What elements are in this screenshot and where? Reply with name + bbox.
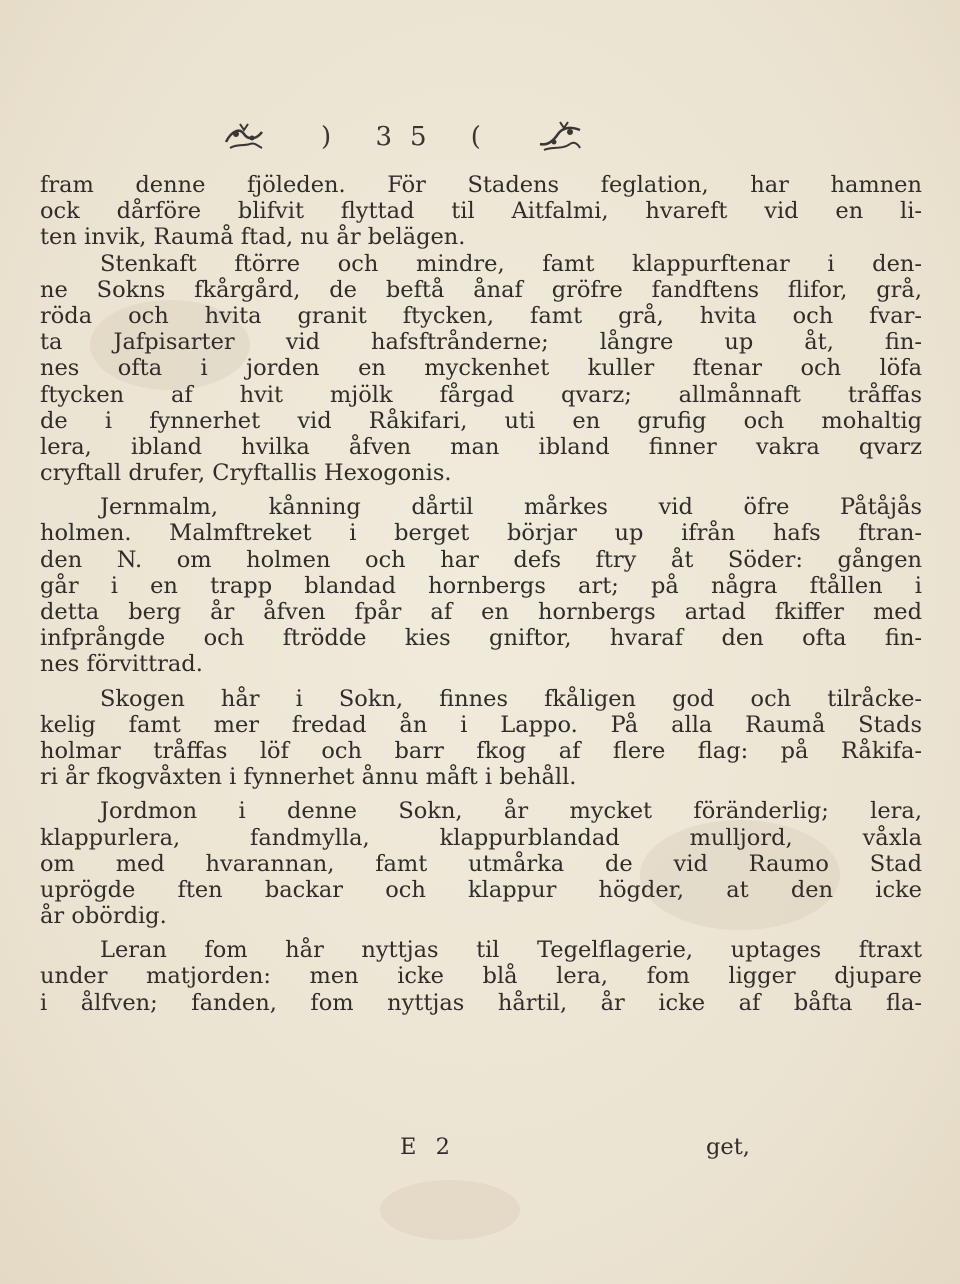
catchword: get, — [706, 1134, 750, 1160]
text-line: Skogen hår i Sokn, finnes fkåligen god och tilråcke- — [100, 685, 922, 712]
text-line: ta Jafpisarter vid hafsftrånderne; långre up åt, fin- — [40, 329, 922, 356]
text-line: röda och hvita granit ftycken, famt grå, hvita och fvar- — [40, 302, 922, 329]
text-line: om med hvarannan, famt utmårka de vid Raumo Stad — [40, 850, 922, 877]
text-line: fram denne fjöleden. För Stadens feglation, har hamnen — [40, 172, 922, 198]
text-line: detta berg år åfven fpår af en hornbergs artad fkiffer med — [40, 599, 922, 625]
text-line: holmen. Malmftreket i berget börjar up ifrån hafs ftran- — [40, 520, 922, 547]
text-line: ock dårföre blifvit flyttad til Aitfalmi, hvareft vid en li- — [40, 198, 922, 225]
text-line: Stenkaft ftörre och mindre, famt klappurftenar i den- — [100, 250, 922, 277]
text-line: den N. om holmen och har defs ftry åt Söder: gången — [40, 546, 922, 573]
text-line: lera, ibland hvilka åfven man ibland finner vakra qvarz — [40, 433, 922, 460]
text-line: ten invik, Raumå ftad, nu år belägen. — [40, 224, 466, 251]
text-line: cryftall drufer, Cryftallis Hexogonis. — [40, 460, 452, 487]
text-line: går i en trapp blandad hornbergs art; på några ftållen i — [40, 572, 922, 599]
text-line: Jordmon i denne Sokn, år mycket föränderlig; lera, — [100, 798, 922, 825]
page-header — [0, 120, 960, 160]
text-line: nes förvittrad. — [40, 651, 203, 678]
text-line: nes ofta i jorden en myckenhet kuller ftenar och löfa — [40, 355, 922, 382]
text-line: ftycken af hvit mjölk fårgad qvarz; allmånnaft tråffas — [40, 381, 922, 408]
text-line: infprångde och ftrödde kies gniftor, hvaraf den ofta fin- — [40, 625, 922, 652]
text-line: ne Sokns fkårgård, de beftå ånaf gröfre fandftens flifor, grå, — [40, 276, 922, 303]
text-line: i ålfven; fanden, fom nyttjas hårtil, år icke af båfta fla- — [40, 989, 922, 1016]
text-line: år obördig. — [40, 903, 167, 930]
text-line: klappurlera, fandmylla, klappurblandad mulljord, våxla — [40, 824, 922, 851]
text-line: holmar tråffas löf och barr fkog af flere flag: på Råkifa- — [40, 737, 922, 764]
text-line: ri år fkogvåxten i fynnerhet ånnu måft i behåll. — [40, 764, 577, 791]
text-line: kelig famt mer fredad ån i Lappo. På alla Raumå Stads — [40, 711, 922, 738]
ornament-right-icon — [536, 120, 584, 154]
body-text — [40, 172, 922, 1016]
page-number: ) 35 ( — [321, 122, 499, 152]
page-footer — [0, 1134, 960, 1164]
text-line: Leran fom hår nyttjas til Tegelflagerie, uptages ftraxt — [100, 937, 922, 964]
text-line: under matjorden: men icke blå lera, fom ligger djupare — [40, 963, 922, 990]
text-line: Jernmalm, kånning dårtil mårkes vid öfre Påtåjås — [100, 494, 922, 521]
ornament-left-icon — [222, 120, 266, 154]
text-line: de i fynnerhet vid Råkifari, uti en grufig och mohaltig — [40, 407, 922, 434]
signature-mark: E 2 — [400, 1134, 456, 1160]
paper-stain — [380, 1180, 520, 1240]
text-line: uprögde ften backar och klappur högder, at den icke — [40, 876, 922, 903]
